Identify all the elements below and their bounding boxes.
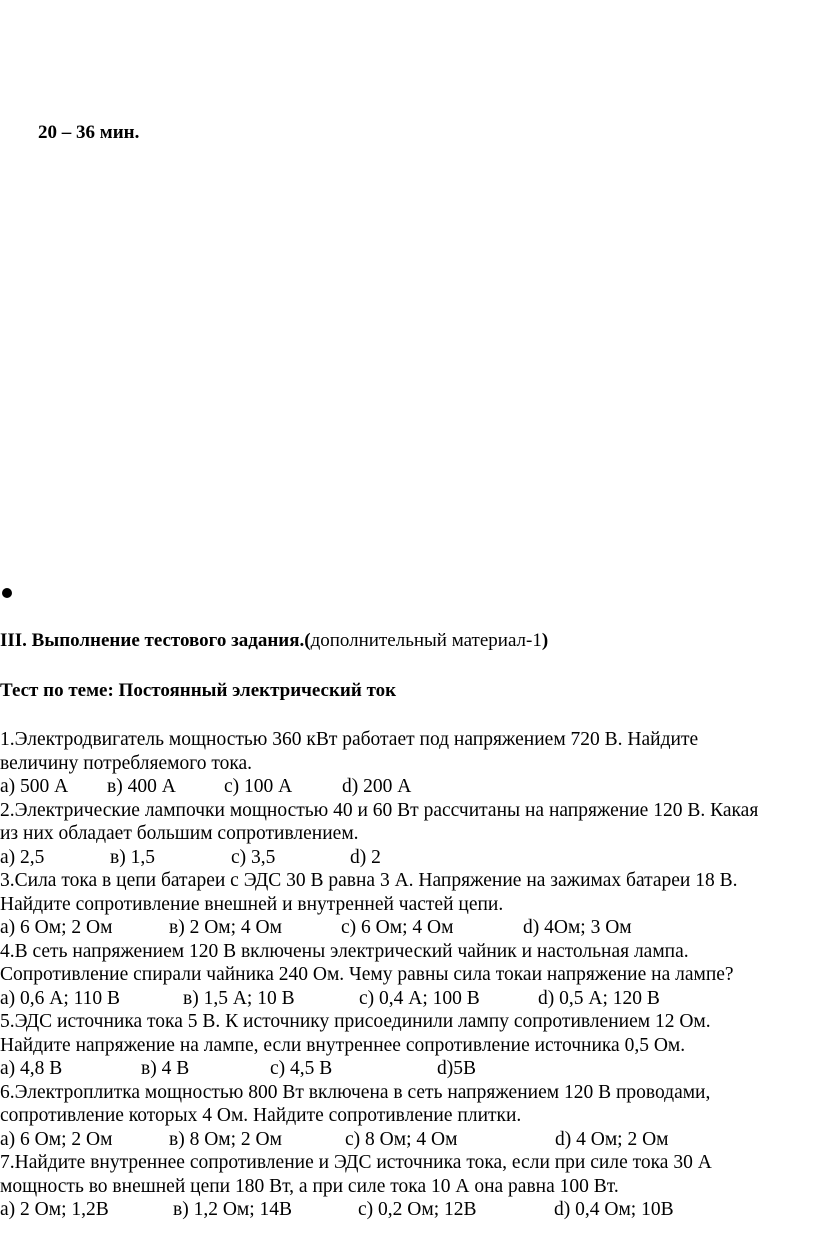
bullet-marker [2,588,12,598]
answer-option-a: а) 500 А [0,776,69,797]
section-heading-close: ) [541,630,549,651]
answer-option-b: в) 4 В [141,1058,190,1079]
answer-option-d: d) 4Ом; 3 Ом [523,917,632,938]
answer-option-d: d) 4 Ом; 2 Ом [555,1128,669,1150]
answer-option-d: d) 0,4 Ом; 10В [554,1199,674,1220]
answer-options [0,1198,816,1222]
answer-option-b: в) 1,2 Ом; 14В [173,1199,293,1220]
time-label: 20 – 36 мин. [38,122,140,143]
answer-option-a: а) 2,5 [0,846,45,868]
section-heading-bold: III. Выполнение тестового задания.( [0,630,311,651]
answer-options [0,987,816,1011]
answer-option-c: с) 8 Ом; 4 Ом [345,1128,458,1150]
answer-option-a: а) 6 Ом; 2 Ом [0,1128,113,1150]
answer-option-a: а) 6 Ом; 2 Ом [0,917,113,938]
question-item [0,1151,816,1222]
answer-option-d: d) 0,5 А; 120 В [538,987,660,1009]
question-text-line: 6.Электроплитка мощностью 800 Вт включена в сеть напряжением 120 В проводами, [0,1081,711,1103]
answer-options [0,1128,816,1152]
question-text-line: 7.Найдите внутреннее сопротивление и ЭДС источника тока, если при силе тока 30 А [0,1152,712,1173]
answer-options [0,775,816,799]
section-heading [0,630,548,652]
answer-option-c: с) 6 Ом; 4 Ом [341,917,454,938]
question-text-line: 1.Электродвигатель мощностью 360 кВт работает под напряжением 720 В. Найдите [0,729,699,750]
answer-option-a: а) 2 Ом; 1,2В [0,1199,109,1220]
answer-option-b: в) 1,5 [110,846,155,868]
answer-option-c: с) 0,4 А; 100 В [359,987,480,1009]
question-text-line: Найдите сопротивление внешней и внутренней частей цепи. [0,893,504,915]
question-item [0,728,816,799]
question-text-line: из них обладает большим сопротивлением. [0,823,359,844]
answer-option-b: в) 2 Ом; 4 Ом [169,917,282,938]
section-heading-note: дополнительный материал-1 [310,630,542,651]
question-text-line: 2.Электрические лампочки мощностью 40 и 60 Вт рассчитаны на напряжение 120 В. Какая [0,799,759,821]
question-text-line: сопротивление которых 4 Ом. Найдите сопротивление плитки. [0,1105,522,1126]
question-item [0,1010,816,1081]
answer-option-b: в) 8 Ом; 2 Ом [169,1128,282,1150]
answer-option-d: d) 2 [350,846,381,868]
test-title: Тест по теме: Постоянный электрический ток [0,680,397,701]
answer-options [0,916,816,940]
question-text-line: мощность во внешней цепи 180 Вт, а при силе тока 10 А она равна 100 Вт. [0,1175,619,1197]
answer-options [0,1057,816,1081]
question-item [0,869,816,940]
question-text-line: Найдите напряжение на лампе, если внутреннее сопротивление источника 0,5 Ом. [0,1034,686,1056]
answer-option-b: в) 400 А [107,776,176,797]
question-item [0,1081,816,1152]
answer-option-a: а) 4,8 В [0,1058,63,1079]
answer-option-d: d)5В [437,1058,476,1079]
question-text-line: 3.Сила тока в цепи батареи с ЭДС 30 В равна 3 А. Напряжение на зажимах батареи 18 В. [0,870,738,891]
answer-option-c: с) 4,5 В [270,1058,333,1079]
question-item [0,799,816,870]
question-list [0,728,816,1222]
answer-option-a: а) 0,6 А; 110 В [0,987,121,1009]
answer-option-c: с) 3,5 [231,846,276,868]
question-text-line: 4.В сеть напряжением 120 В включены электрический чайник и настольная лампа. [0,940,689,962]
answer-options [0,846,816,870]
answer-option-c: с) 0,2 Ом; 12В [358,1199,477,1220]
answer-option-d: d) 200 А [342,776,412,797]
answer-option-c: с) 100 А [224,776,293,797]
question-item [0,940,816,1011]
question-text-line: Сопротивление спирали чайника 240 Ом. Чему равны сила токаи напряжение на лампе? [0,964,734,985]
question-text-line: 5.ЭДС источника тока 5 В. К источнику присоединили лампу сопротивлением 12 Ом. [0,1011,711,1032]
answer-option-b: в) 1,5 А; 10 В [183,987,295,1009]
question-text-line: величину потребляемого тока. [0,752,253,774]
